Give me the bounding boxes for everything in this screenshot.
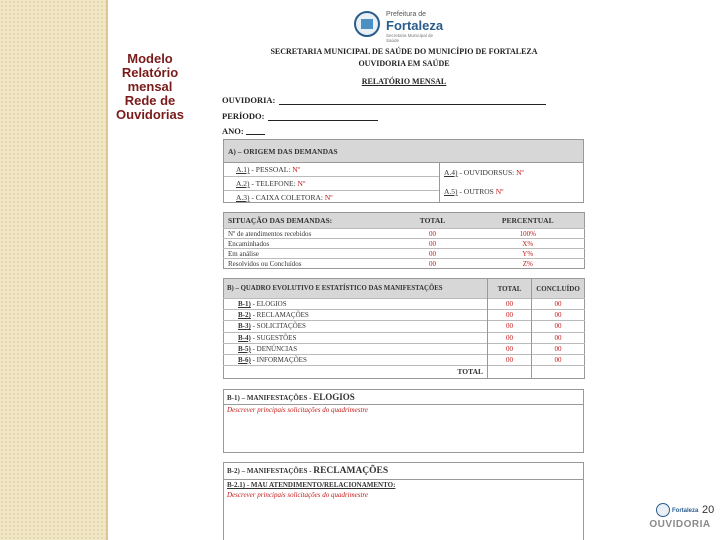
field-ouvidoria-label: OUVIDORIA: (222, 95, 276, 105)
manifestacao-code: B-6) (238, 355, 251, 364)
manifestacao-label-cell (224, 354, 488, 365)
manifestacao-code: B-3) (238, 322, 251, 331)
situacao-table (223, 212, 585, 269)
manifestacao-concluido: 00 (532, 321, 585, 332)
origem-row (224, 191, 439, 204)
manifestacao-label-cell (224, 310, 488, 321)
origem-row (440, 182, 584, 201)
field-ano-label: ANO: (222, 126, 244, 136)
field-periodo-line (268, 120, 378, 121)
origem-code: A.5) (444, 187, 458, 196)
situacao-pct: X% (472, 239, 585, 249)
section-b-header: B) – QUADRO EVOLUTIVO E ESTATÍSTICO DAS MANIFESTAÇÕES (227, 285, 443, 293)
slide-title (110, 52, 190, 122)
table-row (224, 321, 585, 332)
table-row (224, 332, 585, 343)
manifestacao-code: B-1) (238, 300, 251, 309)
title-line: mensal (127, 79, 173, 94)
manifestacao-total: 00 (488, 299, 532, 310)
box-b1-elogios (223, 389, 584, 453)
situacao-header-total: TOTAL (419, 216, 446, 225)
table-row (224, 310, 585, 321)
table-row (224, 229, 585, 239)
origem-label: - PESSOAL: (249, 165, 293, 174)
section-a-origem (223, 139, 584, 203)
situacao-total: 00 (394, 259, 472, 269)
box-b1-prefix: B-1) – MANIFESTAÇÕES - (227, 394, 314, 402)
logo-line1: Prefeitura de (386, 11, 427, 18)
manifestacao-label: - INFORMAÇÕES (250, 355, 307, 364)
origem-value: Nº (292, 165, 301, 174)
table-row (224, 299, 585, 310)
manifestacao-total: 00 (488, 321, 532, 332)
origem-value: Nº (495, 187, 504, 196)
box-b2-prefix: B-2) – MANIFESTAÇÕES - (227, 467, 314, 475)
logo-line3: Secretaria Municipal de Saúde (386, 33, 434, 43)
origem-label: - TELEFONE: (249, 179, 298, 188)
box-b1-title (224, 390, 583, 405)
situacao-label: Encaminhados (224, 239, 394, 249)
situacao-label: Nº de atendimentos recebidos (224, 229, 394, 239)
manifestacao-concluido: 00 (532, 343, 585, 354)
manifestacao-total: 00 (488, 343, 532, 354)
origem-label: - CAIXA COLETORA: (249, 193, 325, 202)
manifestacao-label-cell (224, 332, 488, 343)
section-b-total-label: TOTAL (224, 365, 488, 378)
table-row (224, 343, 585, 354)
title-line: Ouvidorias (116, 107, 184, 122)
origem-value: Nº (324, 193, 333, 202)
field-ouvidoria-line (279, 104, 546, 105)
sidebar-divider (106, 0, 108, 540)
footer-logo-text: Fortaleza (672, 508, 699, 514)
origem-code: A.3) (236, 193, 250, 202)
manifestacao-code: B-5) (238, 344, 251, 353)
section-b-table (223, 278, 585, 379)
manifestacao-label-cell (224, 343, 488, 354)
situacao-total: 00 (394, 229, 472, 239)
section-b-header-concluido: CONCLUÍDO (532, 279, 585, 299)
city-seal-icon (354, 11, 380, 37)
logo-line2: Fortaleza (386, 18, 444, 33)
manifestacao-concluido: 00 (532, 310, 585, 321)
manifestacao-total: 00 (488, 332, 532, 343)
manifestacao-label-cell (224, 299, 488, 310)
table-row-total (224, 365, 585, 378)
origem-row (440, 163, 584, 182)
box-b2-title (224, 463, 583, 480)
origem-code: A.4) (444, 168, 458, 177)
situacao-total: 00 (394, 239, 472, 249)
title-line: Modelo (127, 51, 173, 66)
manifestacao-code: B-2) (238, 311, 251, 320)
box-b2-sub-code: B-2.1) (227, 481, 246, 489)
situacao-header: SITUAÇÃO DAS DEMANDAS: (228, 216, 333, 225)
field-ano-line (246, 134, 265, 135)
manifestacao-total: 00 (488, 310, 532, 321)
decorative-sidebar (0, 0, 106, 540)
page-number: 20 (702, 504, 715, 516)
origem-value: Nº (516, 168, 524, 177)
header-ouvidoria: OUVIDORIA EM SAÚDE (358, 59, 450, 68)
origem-label: - OUVIDORSUS: (457, 168, 517, 177)
manifestacao-concluido: 00 (532, 354, 585, 365)
situacao-header-row (224, 213, 585, 229)
manifestacao-label: - SOLICITAÇÕES (250, 322, 306, 331)
section-a-title: A) – ORIGEM DAS DEMANDAS (224, 140, 583, 163)
box-b1-description: Descrever principais solicitações do quadrimestre (227, 406, 369, 414)
situacao-label: Em análise (224, 249, 394, 259)
footer-ouvidoria: OUVIDORIA (649, 519, 711, 530)
box-b2-heading: RECLAMAÇÕES (313, 466, 389, 476)
header-relatorio: RELATÓRIO MENSAL (361, 77, 447, 86)
box-b2-sub-label: - MAU ATENDIMENTO/RELACIONAMENTO: (245, 481, 396, 489)
box-b2-description: Descrever principais solicitações do quadrimestre (227, 491, 369, 499)
manifestacao-label: - DENÚNCIAS (250, 344, 298, 353)
manifestacao-total: 00 (488, 354, 532, 365)
prefeitura-logo (354, 11, 446, 43)
section-b-header-row (224, 279, 585, 299)
section-b-header-total: TOTAL (488, 279, 532, 299)
manifestacao-label-cell (224, 321, 488, 332)
situacao-pct: 100% (472, 229, 585, 239)
box-b2-subtitle (224, 480, 583, 490)
table-row (224, 259, 585, 269)
manifestacao-label: - SUGESTÕES (250, 333, 297, 342)
origem-code: A.2) (236, 179, 250, 188)
manifestacao-concluido: 00 (532, 332, 585, 343)
table-row (224, 239, 585, 249)
manifestacao-code: B-4) (238, 333, 251, 342)
manifestacao-label: - ELOGIOS (250, 300, 287, 309)
field-periodo-label: PERÍODO: (222, 111, 265, 121)
origem-value: Nº (297, 179, 306, 188)
origem-row (224, 163, 439, 177)
table-row (224, 249, 585, 259)
manifestacao-concluido: 00 (532, 299, 585, 310)
situacao-pct: Z% (472, 259, 585, 269)
box-b2-reclamacoes (223, 462, 584, 540)
title-line: Rede de (124, 93, 176, 108)
origem-row (224, 177, 439, 191)
situacao-label: Resolvidos ou Concluídos (224, 259, 394, 269)
origem-label: - OUTROS (457, 187, 496, 196)
box-b1-heading: ELOGIOS (313, 392, 355, 402)
header-secretaria: SECRETARIA MUNICIPAL DE SAÚDE DO MUNICÍPIO DE FORTALEZA (270, 47, 538, 56)
origem-code: A.1) (236, 165, 250, 174)
title-line: Relatório (121, 65, 179, 80)
table-row (224, 354, 585, 365)
situacao-header-pct: PERCENTUAL (501, 216, 554, 225)
mini-seal-icon (656, 503, 670, 517)
manifestacao-label: - RECLAMAÇÕES (250, 311, 309, 320)
situacao-total: 00 (394, 249, 472, 259)
situacao-pct: Y% (472, 249, 585, 259)
